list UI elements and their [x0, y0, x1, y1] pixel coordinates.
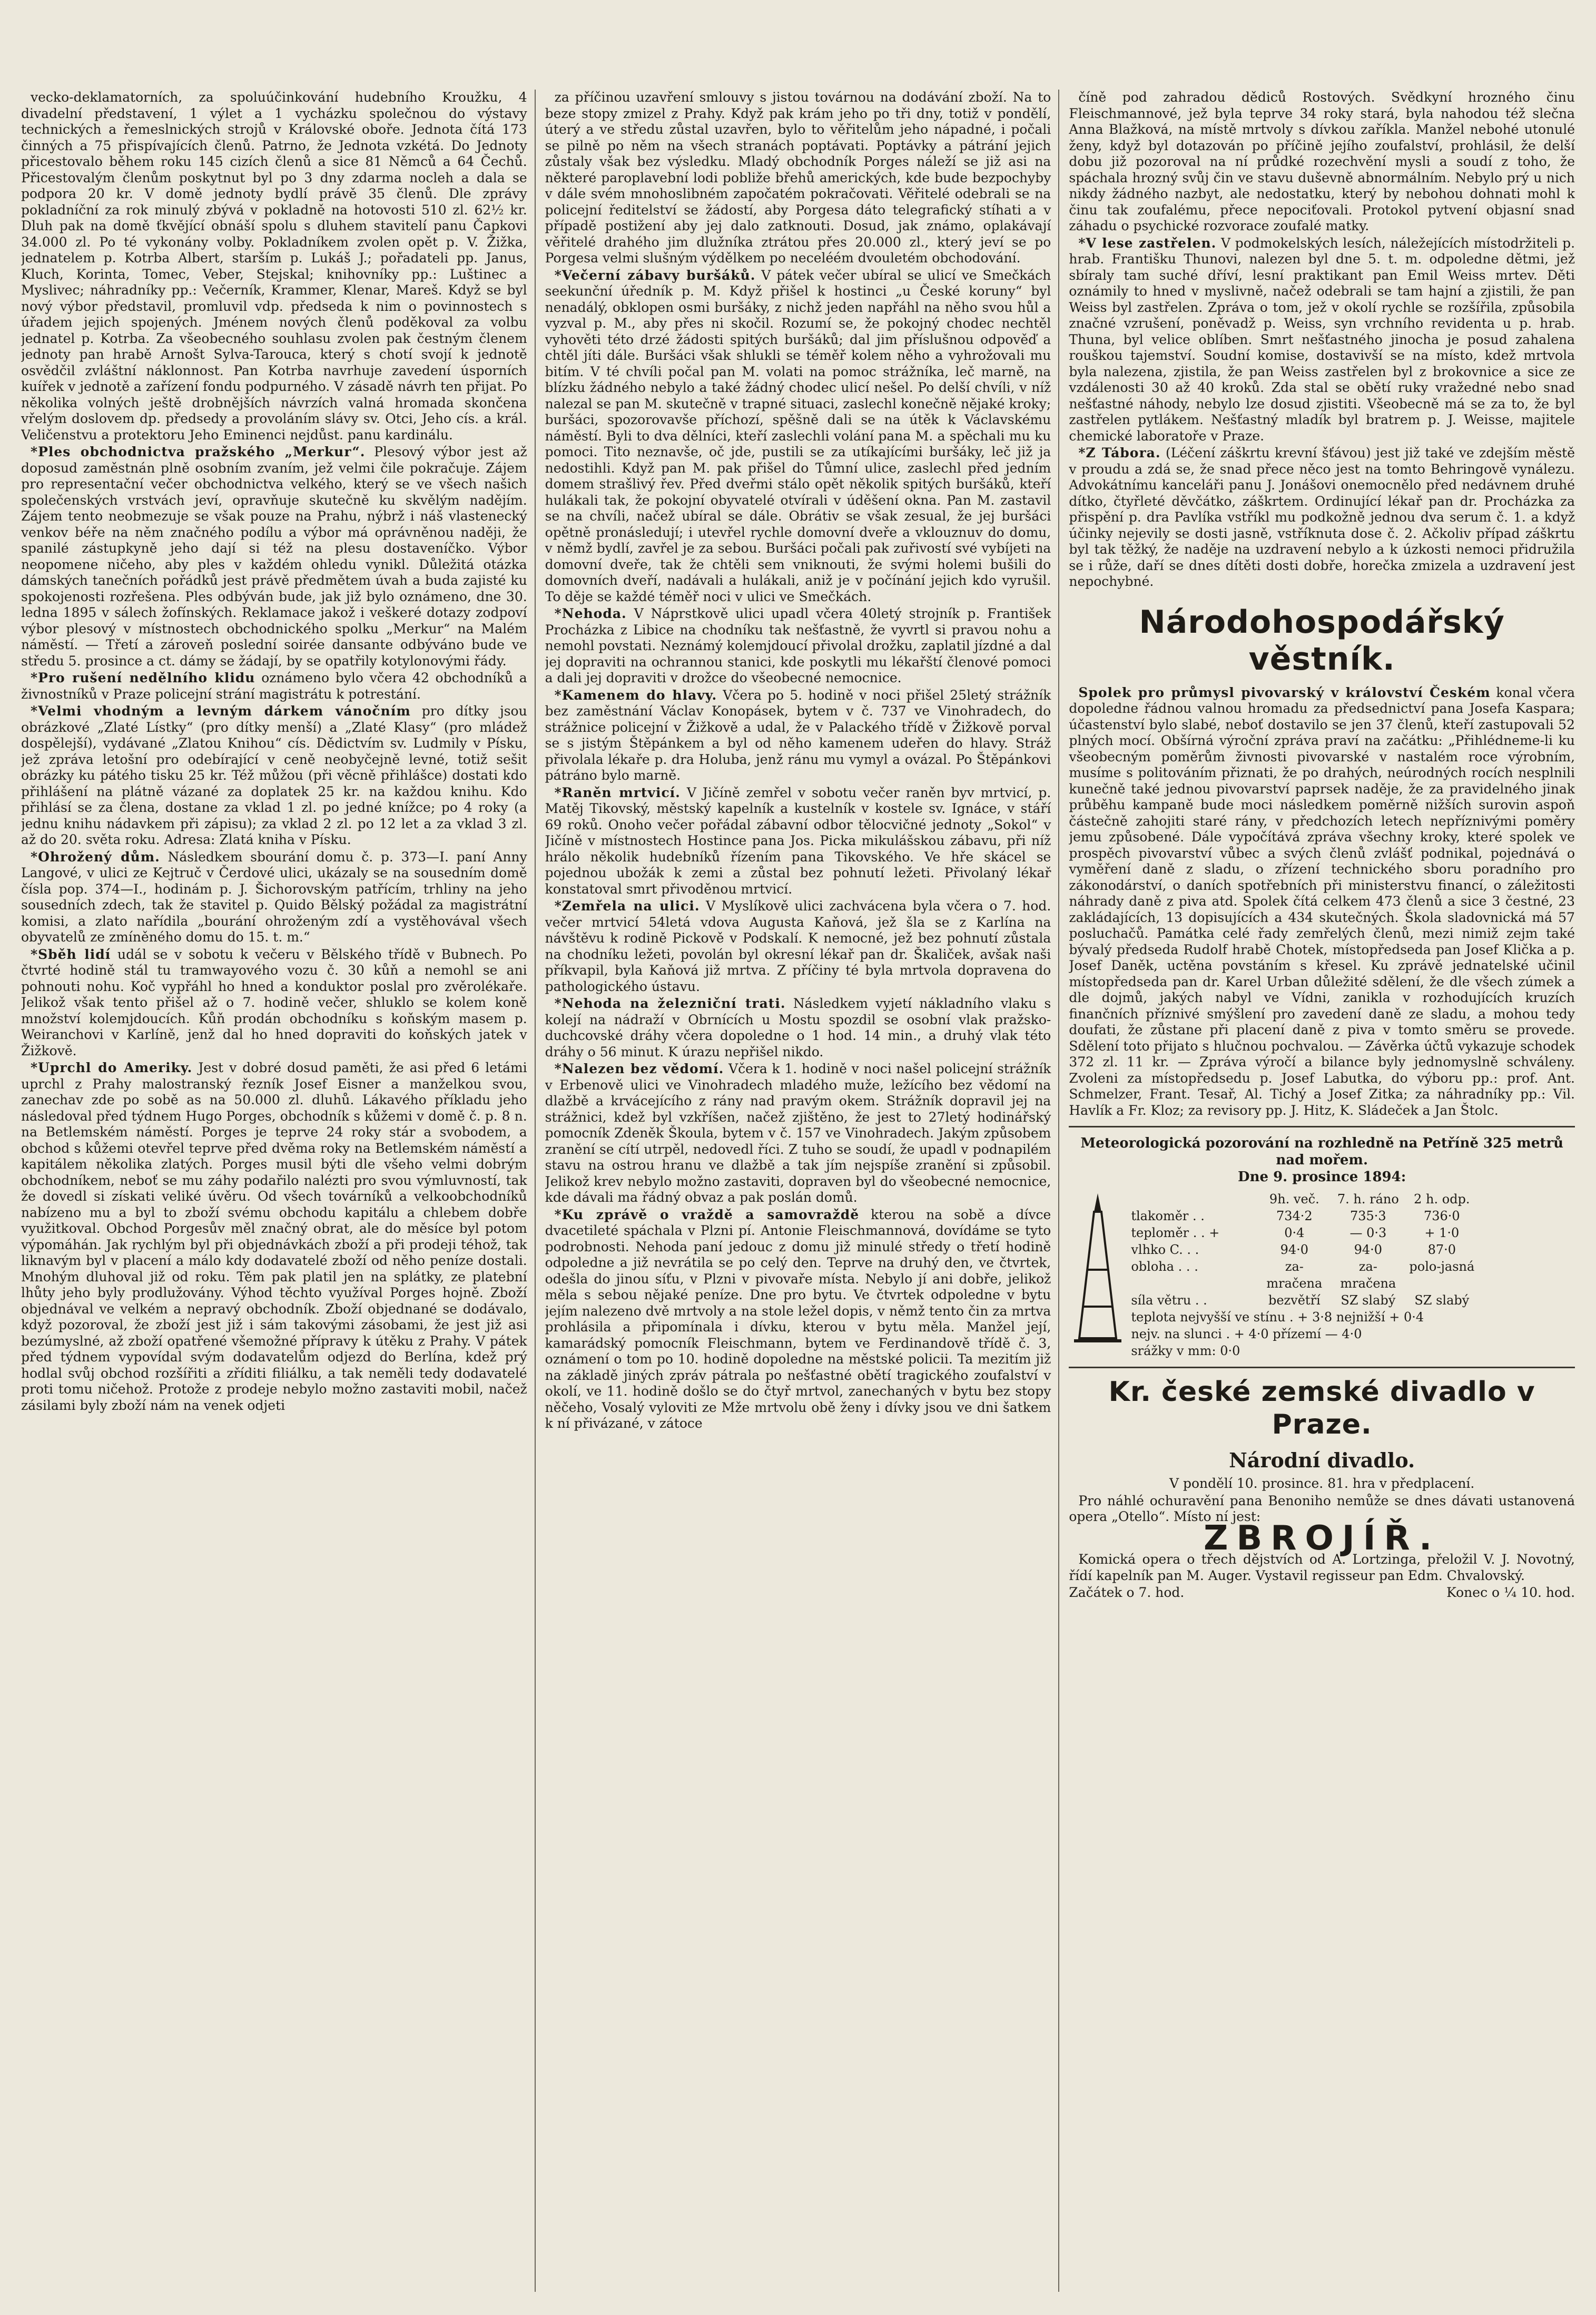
heading-nalezen: *Nalezen bez vědomí.	[554, 1061, 724, 1076]
text-trat: Následkem vyjetí nákladního vlaku s kolejí na nádraží v Obrnících u Mostu spozdil se osobní vlak pražsko-duchcovské dráhy včera dopoledne o 1 hod. 14 min., a druhý vlak této dráhy o 56 minut. K úrazu nepřišel nikdo.	[545, 996, 1051, 1060]
text-kamenem: Včera po 5. hodině v noci přišel 25letý strážník bez zaměstnání Václav Konopásek, bytem v č. 737 ve Vinohradech, do strážnice policejní v Žižkově a udal, že v Palackého třídě v Žižkově porval se s jistým Štěpánkem a byl od něho kamenem udeřen do hlavy. Stráž přivolala lékaře p. dra Holuba, jenž ránu mu vymyl a ovázal. Po Štěpánkovi pátráno bylo marně.	[545, 687, 1051, 783]
heading-nedelni-klid: *Pro rušení nedělního klidu	[31, 670, 255, 685]
text-nedelni-klid: oznámeno bylo včera 42 obchodníků a živnostníků v Praze policejní strání magistrátu k potrestání.	[21, 670, 527, 702]
meteo-value: 734·2	[1276, 1209, 1313, 1223]
meteo-value: za-mračena	[1340, 1259, 1396, 1291]
text-pivovarsky: konal včera dopoledne řádnou valnou hromadu za předsednictví pana Josefa Kaspara; účastenství bylo slabé, neboť dostavilo se jen 37 členů, kteří zastupovali 52 plných mocí. Obšírná výroční zpráva praví na začátku: „Přihlédneme-li ku všeobecným poměrům živnosti pivovarské v nastalém roce výrobním, musíme s politováním přiznati, že po drahých, neúrodných rocích nesplnili kunečně také jednou pivovarství paprsek naděje, že za pravidelného jinak průběhu kampaně bude moci následkem poměrně nižších surovin aspoň částečně zahojiti staré rány, v předchozích letech nepříznivými poměry jemu způsobené. Dále vypočítává zpráva všechny kroky, které spolek ve prospěch pivovarství vůbec a svých členů zvlášť podnikal, pojednává o vyměření daně z sladu, o zřízení technického sboru poradního pro zákonodárství, o daních spotřebních při ministerstvu financí, o záležitosti náhrady daně z piva atd. Spolek čítá celkem 473 členů a sice 3 čestné, 23 zakládajících, 13 dopisujících a 434 skutečných. Škola sladovnická má 57 posluchačů. Památka celé řady zemřelých členů, mezi nimiž zejm také bývalý předseda Rudolf hrabě Chotek, místopředseda pan Josef Klička a p. Josef Daněk, uctěna povstáním s křesel. Ku zprávě jednatelské učinil místopředseda pan dr. Karel Urban důležité sdělení, že dle všech zúmek a dle dojmů, jakých nabyl ve Vídni, zanikla v rozhodujících kruzích finančních příznivé smýšlení pro zavedení daně ze sladu, a mohou tedy doufati, že zůstane při placení daně z piva v tomto směru se provede. Sdělení toto přijato s hlučnou pochvalou. — Závěrka účtů vykazuje schodek 372 zl. 11 kr. — Zpráva výročí a bilance byly jednomyslně schváleny. Zvoleni za místopředsedu p. Josef Labutka, do výboru pp.: prof. Ant. Schmelzer, Frant. Tesař, Al. Tichý a Josef Zitka; za náhradníky pp.: Vil. Havlík a Fr. Kloz; za revisory pp. J. Hitz, K. Sládeček a Jan Štolc.	[1069, 684, 1575, 1118]
theatre-times	[1069, 1585, 1575, 1601]
article-uprchl	[21, 1060, 527, 1414]
heading-zemrela: *Zemřela na ulici.	[554, 898, 700, 914]
theatre-date: V pondělí 10. prosince. 81. hra v předplacení.	[1169, 1476, 1475, 1491]
meteo-label: obloha . . .	[1131, 1259, 1198, 1274]
article-bursaci	[545, 268, 1051, 605]
theatre-end: Konec o ¼ 10. hod.	[1446, 1585, 1575, 1600]
meteo-row	[1131, 1292, 1575, 1309]
meteo-table	[1131, 1191, 1575, 1359]
heading-bursaci: *Večerní zábavy buršáků.	[554, 267, 756, 283]
meteo-box	[1069, 1135, 1575, 1359]
divider	[1069, 1367, 1575, 1368]
meteo-value: 736·0	[1423, 1209, 1460, 1223]
article-trat	[545, 996, 1051, 1060]
meteo-value: — 0·3	[1349, 1225, 1387, 1240]
heading-mrtvice: *Raněn mrtvicí.	[554, 784, 681, 800]
text-tabor: (Léčení záškrtu krevní šťávou) jest již také ve zdejším městě v proudu a zdá se, že snad přece něco jest na tomto Behringově vynálezu. Advokátnímu kanceláři panu J. Jonášovi onemocnělo před nedávnem druhé dítko, čtyřleté děvčátko, záškrtem. Ordinující lékař pan dr. Procházka za přispění p. dra Pavlíka vstříkl mu podkožně jednou dva serum č. 1. a když účinky nejevily se dosti jasně, vstříknuta dose č. 2. Ačkoliv případ záškrtu byl tak těžký, že naděje na uzdravení nebylo a k úzkosti nemoci přidružila se i růže, daří se dnes dítěti dosti dobře, horečka zmizela a uzdravení jest nepochybné.	[1069, 445, 1575, 589]
text-vrazda: kterou na sobě a dívce dvacetileté spáchala v Plzni pí. Antonie Fleischmannová, dovídáme se tyto podrobnosti. Nehoda paní jedouc z domu již minulé středy o třetí hodině odpoledne a již nevrátila se po celý den. Teprve na druhý den, ve čtvrtek, odešla do jinou síťu, v Plzni v pivovaře místa. Nebylo jí ani dobře, jelikož měla s sebou nějaké peníze. Dne pro bytu. Ve čtvrtek odpoledne v bytu jejím nalezeno dvě mrtvoly a na stole ležel dopis, v němž tento čin za mrtva prohlásila a připomínala i dívku, kterou v bytu měla. Manžel její, kamarádský pomocník Fleischmann, bytem ve Ferdinandově třídě č. 3, oznámení o tom po 10. hodině dopoledne na městské policii. Ta mezitím již na základě jiných zpráv pátrala po nešťastné obětí tragického zoufalství v okolí, ve 11. hodině došlo se do čtyř mrtvol, zanechaných v bytu bez stopy něčeho, Vosalý vyloviti ze Mže mrtvolu obě ženy i dívky jsou ve dni šatkem k ní přivázané, v zátoce	[545, 1206, 1051, 1431]
article-vrazda	[545, 1207, 1051, 1432]
article-nalezen	[545, 1061, 1051, 1206]
theatre-start: Začátek o 7. hod.	[1069, 1585, 1185, 1600]
meteo-srazky: srážky v mm: 0·0	[1131, 1343, 1240, 1358]
column-1	[21, 90, 536, 2292]
divider	[1069, 1126, 1575, 1127]
text-ohrozeny-dum: Následkem sbourání domu č. p. 373—I. paní Anny Langové, v ulici ze Kejtruč v Čerdové ulici, ukázaly se na sousedním domě čísla pop. 374—I., hodinám p. J. Šichorovským patřícím, trhliny na jeho sousedních zdech, tak že stavitel p. Quido Bělský požádal za magistrátní komisi, a zlato nařídila „bourání ohroženým zdí a vystěhovával všech obyvatelů ze zmíněného domu do 15. t. m.“	[21, 849, 527, 945]
meteo-temp-sun: nejv. na slunci . + 4·0 přízemí — 4·0	[1131, 1327, 1362, 1341]
meteo-label: vlhko C. . .	[1131, 1242, 1199, 1257]
heading-pivovarsky: Spolek pro průmysl pivovarský v království Českém	[1078, 684, 1491, 700]
article-vanocni-darek	[21, 703, 527, 848]
text-nehoda: V Náprstkově ulici upadl včera 40letý strojník p. František Procházka z Libice na chodníku tak nešťastně, že vyvrtl si pravou nohu a nemohl povstati. Neznámý kolemjdoucí přivolal drožku, zaplatil jízdné a dal jej dopraviti na ochrannou stanici, kde poskytli mu lékařští členové pomoci a dali jej dopraviti v drožce do všeobecné nemocnice.	[545, 606, 1051, 685]
meteo-label: tlakoměr . .	[1131, 1209, 1205, 1223]
meteo-date: Dne 9. prosince 1894:	[1238, 1169, 1406, 1185]
text-zemrela: V Myslíkově ulici zachvácena byla včera o 7. hod. večer mrtvicí 54letá vdova Augusta Kaňová, jež šla se z Karlína na návštěvu k rodině Pickově v Podskalí. K nemocné, jež bez pohnutí zůstala na chodníku ležeti, povolán byl okresní lékař pan dr. Škaliček, avšak naši příkvapil, byla Kaňová již mrtva. Z příčiny té byla mrtvola dopravena do pathologického ústavu.	[545, 898, 1051, 994]
article-nehoda	[545, 606, 1051, 686]
article-pivovarsky	[1069, 685, 1575, 1119]
meteo-col: 2 h. odp.	[1414, 1192, 1470, 1206]
theatre-title: Kr. české zemské divadlo v Praze.	[1108, 1376, 1535, 1440]
meteo-value: 94·0	[1280, 1242, 1309, 1257]
theatre-play-title: ZBROJÍŘ.	[1204, 1518, 1441, 1558]
heading-ohrozeny-dum: *Ohrožený dům.	[31, 849, 160, 865]
article-ohrozeny-dum	[21, 849, 527, 946]
heading-trat: *Nehoda na železniční trati.	[554, 996, 786, 1011]
heading-les: *V lese zastřelen.	[1078, 235, 1217, 251]
meteo-value: 0·4	[1284, 1225, 1305, 1240]
text-uprchl: Jest v dobré dosud paměti, že asi před 6 letámi uprchl z Prahy malostranský řezník Josef Eisner a manželkou svou, zanechav zde po sobě as na 50.000 zl. dluhů. Lákavého příkladu jeho následoval před týdnem Hugo Porges, obchodník s kůžemi v domě č. p. 8 n. na Betlemském náměstí. Porges je teprve 24 roky stár a svobodem, a obchod s kůžemi otevřel teprve před dvěma roky na Betlemském náměstí a kapitálem několika zlatých. Porges musil býti dle všeho velmi dobrým obchodníkem, neboť se mu záhy podařilo nalézti pro svou výmluvností, tak že dovedl si získati veliké úvěru. Od všech továrníků a velkoobchodníků nabízeno mu a byl to zboží svému obchodu kapitálu a chlebem dobře využitkoval. Obchod Porgesův měl značný obrat, ale do měsíce byl potom výpomáhán. Jak rychlým byl při objednávkách zboží a při prodeji téhož, tak liknavým byl v placení a málo kdy dodavatelé zboží od něho peníze dostali. Mnohým dluhoval již od roku. Těm pak platil jen na splátky, ze platební lhůty jeho byly prodlužovány. Výhod těchto využíval Porges hojně. Zboží objednával ve velkém a nepravý obchodník. Zboží objednané se dodávalo, když pozoroval, že zboží jest již i sám takovými zásobami, že jest již asi bezúmyslné, až zboží opatřené všemožné přípravy k útěku z Prahy. V pátek před týdnem vypovídal svým dodavatelům odjezd do Berlína, kdež prý hodlal svůj obchod rozšířiti a zříditi filiálku, a tak neměli tedy dodavatelé proti tomu ničehož. Protože z prodeje nebylo možno zastaviti mobil, načež zásilami byly zboží nám na venek odjeti	[21, 1060, 527, 1413]
meteo-row	[1131, 1241, 1575, 1258]
meteo-value: za-mračena	[1266, 1259, 1323, 1291]
heading-merkur: *Ples obchodnictva pražského „Merkur“.	[31, 444, 366, 459]
heading-nehoda: *Nehoda.	[554, 606, 627, 621]
meteo-value: polo-jasná	[1409, 1259, 1475, 1274]
article-merkur	[21, 444, 527, 669]
meteo-temp-max: teplota nejvyšší ve stínu . + 3·8 nejnižší + 0·4	[1131, 1310, 1424, 1325]
meteo-title: Meteorologická pozorování na rozhledně na Petříně 325 metrů nad mořem.	[1080, 1135, 1563, 1168]
text-bursaci: V pátek večer ubíral se ulicí ve Smečkách seekunční úředník p. M. Když přišel k hostinci „u České koruny“ byl nenadálý, obklopen osmi buršáky, z nichž jeden napřáhl na něho svou hůl a vyzval p. M., aby přes ni skočil. Rozumí se, že pokojný chodec nechtěl vyhověti této drzé žádosti spitých buršáků; dal jim příslušnou odpověď a chtěl jíti dále. Buršáci však shlukli se téměř kolem něho a vyhrožovali mu bitím. V té chvíli počal pan M. volati na pomoc strážníka, leč marně, na blízku žádného nebylo a také žádný chodec ulicí nešel. Po delší chvíli, v níž nalezal se pan M. skutečně v trapné situaci, zaslechl konečně nějaké kroky; buršáci, spozorovavše příchozí, spěšně dali se na útěk k Václavskému náměstí. Byli to dva dělníci, kteří zaslechli volání pana M. a spěchali mu ku pomoci. Tito neznavše, oč jde, pustili se za utíkajícími buršáky, leč již ja nedostihli. Když pan M. pak přišel do Tůmní ulice, zaslechl před jedním domem strašlivý řev. Před dveřmi stálo opět několik spitých buršáků, kteří hulákali tak, že pokojní obyvatelé otvírali v úděšení okna. Pan M. zastavil se na chvíli, načež ubíral se dále. Obrátiv se však zesual, že jej buršáci opětně pronásledují; i utevřel rychle domovní dveře a vklouznuv do domu, v němž bydlí, zavřel je za sebou. Buršáci počali pak zuřivostí své vybíjeti na domovní dveře, tak že chtěli sem vniknouti, že svými holemi bušili do domovních dveří, nadávali a hulákali, aniž je v počínání jejich kdo vyrušil. To děje se každé téměř noci v ulici ve Smečkách.	[545, 267, 1051, 604]
meteo-label: teploměr . . +	[1131, 1225, 1220, 1240]
text-nalezen: Včera k 1. hodině v noci našel policejní strážník v Erbenově ulici ve Vinohradech mladého muže, ležícího bez vědomí na dlažbě a krvácejícího z rány nad pravým okem. Strážník dopravil jej na strážnici, kdež byl vzkříšen, načež zjištěno, že jest to 27letý hodinářský pomocník Zdeněk Škoula, bytem v č. 157 ve Vinohradech. Jakým způsobem zranění se cítí utrpěl, nedovedl říci. Z tuho se soudí, že upadl v podnapilém stavu na ostrou hranu ve dlažbě a tak jím nejspíše zranění si způsobil. Jelikož krev nebylo možno zastaviti, dopraven byl do všeobecné nemocnice, kde dávali ma řádný obvaz a pak poslán domů.	[545, 1061, 1051, 1205]
column-3	[1069, 90, 1575, 2292]
article-nedelni-klid	[21, 670, 527, 702]
text-merkur: Plesový výbor jest až doposud zaměstnán plně osobním zvaním, jež velmi čile pokračuje. Zájem pro representační večer obchodnictva velkého, který se ve všech našich společenských vrstvách jeví, opravňuje skutečně ku skvělým nadějím. Zájem tento neobmezuje se však pouze na Prahu, nýbrž i náš vlastenecký venkov béře na něm značného podílu a výbor má oprávněnou naději, že spanilé zástupkyně jeho dají si též na plesu dostaveníčko. Výbor neopomene ničeho, aby ples v každém ohledu vynikl. Důležitá otázka dámských tanečních pořádků jest právě předmětem úvah a buda zajisté ku spokojenosti rozřešena. Ples odbýván bude, jak již bylo oznámeno, dne 30. ledna 1895 v sálech žofínských. Reklamace jakož i veškeré dotazy zodpoví výbor plesový v místnostech obchodnického spolku „Merkur“ na Malém náměstí. — Třetí a zároveň poslední soirée dansante odbýváno bude ve středu 5. prosince a ct. dámy se žádají, by se opatřily kotylonovými řády.	[21, 444, 527, 669]
petrin-tower-icon	[1069, 1191, 1127, 1359]
meteo-col: 7. h. ráno	[1337, 1192, 1399, 1206]
text-mrtvice: V Jičíně zemřel v sobotu večer raněn byv mrtvicí, p. Matěj Tikovský, městský kapelník a kustelník v kostele sv. Ignáce, v stáří 69 roků. Onoho večer pořádal zábavní odbor tělocvičné jednoty „Sokol“ v Jičíně v místnostech Hostince pana Jos. Picka mikulášskou zábavu, při níž hrálo několik hudebníků řízením pana Tikovského. Ve hře skácel se pojednou ubožák k zemi a zůstal bez pohnutí ležeti. Přivolaný lékař konstatoval smrt přivoděnou mrtvicí.	[545, 784, 1051, 897]
heading-vrazda: *Ku zprávě o vraždě a samovraždě	[554, 1206, 860, 1222]
section-title-narodohospodarsky: Národohospodářský věstník.	[1139, 603, 1505, 678]
heading-sbeh-lidi: *Sběh lidí	[31, 946, 111, 962]
text-vanocni-darek: pro dítky jsou obrázkové „Zlaté Lístky“ (pro dítky menší) a „Zlaté Klasy“ (pro mládež dospělejší), vydávané „Zlatou Knihou“ cís. Dědictvím sv. Ludmily v Písku, jež zpráva letošní pro odebírající v ceně neobyčejně levné, totiž sešit obrázky ku pátého tisku 25 kr. Též můžou (při věcně přihlášce) dostati kdo přihlášení na plátně vázané za doplatek 25 kr. na každou knihu. Kdo přihlásí se za člena, dostane za vklad 1 zl. po jedné knížce; po 4 roky (a jednu knihu nádavkem při zápisu); za vklad 2 zl. po 12 let a za vklad 3 zl. až do 20. světa roku. Adresa: Zlatá kniha v Písku.	[21, 703, 527, 847]
article-kamenem	[545, 688, 1051, 784]
column-2	[545, 90, 1060, 2292]
article-tabor	[1069, 445, 1575, 590]
meteo-row	[1131, 1208, 1575, 1224]
heading-vanocni-darek: *Velmi vhodným a levným dárkem vánočním	[31, 703, 411, 719]
meteo-col: 9h. več.	[1269, 1192, 1319, 1206]
text-les: V podmokelských lesích, náležejících místodržiteli p. hrab. Františku Thunovi, nalezen byl dne 5. t. m. odpoledne dětmi, jež sbíraly tam suché dříví, lesní praktikant pan Emil Weiss mrtev. Děti oznámily to hned v myslivně, načež odebrali se tam hajní a zjistili, že pan Weiss byl zastřelen. Zpráva o tom, jež v okolí rychle se rozšířila, způsobila značné vzrušení, poněvadž p. Weiss, syn vrchního revidenta u p. hrab. Thuna, byl velice oblíben. Smrt nešťastného jinocha je posud zahalena rouškou tajemství. Soudní komise, dostavivší se na místo, kdež mrtvola byla nalezena, zjistila, že pan Weiss zastřelen byl z brokovnice a sice ze vzdálenosti 30 až 40 kroků. Zda stal se obětí ruky vražedné nebo snad nešťastné náhody, nebylo lze dosud zjistiti. Všeobecně má se za to, že byl zastřelen pytlákem. Nešťastný mladík byl bratrem p. J. Weisse, majitele chemické laboratoře v Praze.	[1069, 235, 1575, 444]
meteo-row	[1131, 1258, 1575, 1292]
meteo-value: 735·3	[1349, 1209, 1386, 1223]
theatre-subtitle: Národní divadlo.	[1229, 1448, 1415, 1472]
meteo-value: 87·0	[1427, 1242, 1456, 1257]
theatre-note: Pro náhlé ochuravění pana Benoniho nemůže se dnes dávati ustanovená opera „Otello“. Místo ní jest:	[1069, 1493, 1575, 1524]
text-sbeh-lidi: udál se v sobotu k večeru v Bělského třídě v Bubnech. Po čtvrté hodině stál tu tramwayového vozu č. 30 kůň a nemohl se ani pohnouti nohu. Koč vypřáhl ho hned a konduktor poslal pro zvěrolékaře. Jelikož však tento přišel až o 7. hodině večer, shluklo se kolem koně množství kolemjdoucích. Kůň prodán obchodníku s koňským masem p. Weiranchovi v Karlíně, jenž dal ho hned dopraviti do koňských jatek v Žižkově.	[21, 946, 527, 1058]
heading-uprchl: *Uprchl do Ameriky.	[31, 1060, 193, 1075]
meteo-value: SZ slabý	[1341, 1293, 1396, 1308]
article-les	[1069, 236, 1575, 445]
article-vrazda-cont: číně pod zahradou dědiců Rostových. Svědkyní hrozného činu Fleischmannové, jež byla teprve 34 roky stará, byla nahodou též slečna Anna Blažková, na místě mrtvoly s dívkou zaříkla. Manžel nebohé utonulé ženy, když byl dotazován po příčině jejího zoufalství, prohlásil, že delší dobu již pozoroval na ní průdké rozechvění mysli a soudí z toho, že spáchala hrozný svůj čin ve stavu duševně abnormálním. Nebylo prý u nich nikdy žádného nazbyt, ale nedostatku, který by nebohou dohnati mohl k činu tak zoufalému, přece nepociťovali. Protokol pytvení objasní snad záhadu o psychické rozvorace zoufalé matky.	[1069, 90, 1575, 233]
meteo-value: 94·0	[1354, 1242, 1383, 1257]
article-jednota: vecko-deklamatorních, za spoluúčinkování hudebního Kroužku, 4 divadelní představení, 1 výlet a 1 vycházku společnou do výstavy technických a řemeslnických strojů v Královské oboře. Jednota čítá 173 činných a 75 přispívajících členů. Patrno, že Jednota vzkétá. Do Jednoty přicestovalo během roku 145 cizích členů a sice 81 Němců a 64 Čechů. Přicestovalým členům poskytnut byl po 3 dny zdarma nocleh a dala se podpora 20 kr. V domě jednoty bydlí právě 35 členů. Dle zprávy pokladníční za rok minulý zbývá v pokladně na hotovosti 510 zl. 62½ kr. Dluh pak na domě ťkvějící obnáší spolu s dluhem stavitelí panu Čapkovi 34.000 zl. Po té vykonány volby. Pokladníkem zvolen opět p. V. Žižka, jednatelem p. Kotrba Albert, starším p. Lukáš J.; pořadateli pp. Janus, Kluch, Korinta, Tomec, Veber, Stejskal; knihovníky pp.: Luštinec a Myslivec; náhradníky pp.: Večerník, Krammer, Klenar, Mareš. Když se byl nový výbor představil, promluvil vdp. předseda k nim o povinnostech s úřadem jejich spojených. Jménem nových členů poděkoval za volbu jednatel p. Kotrba. Za všeobecného souhlasu zvolen pak čestným členem jednoty pan hrabě Arnošt Sylva-Tarouca, který s chotí svojí k jednotě osvědčil zvláštní náklonnost. Pan Kotrba navrhuje zavedení úsporních kuířek v jednotě a zařízení fondu podpurného. V zásadě návrh ten přijat. Po několika volných ještě drobnějších návrzích valná hromada skončena vřelým doslovem dp. předsedy a provoláním slávy sv. Otci, Jeho cís. a král. Veličenstvu a protektoru Jeho Eminenci nejdůst. panu kardinálu.	[21, 90, 527, 443]
heading-tabor: *Z Tábora.	[1078, 445, 1161, 460]
meteo-value: + 1·0	[1424, 1225, 1460, 1240]
article-porges-cont: za příčinou uzavření smlouvy s jistou továrnou na dodávání zboží. Na to beze stopy zmizel z Prahy. Když pak krám jeho po tři dny, totiž v pondělí, úterý a ve středu zůstal uzavřen, bylo to věřitelům jeho nápadné, i počali se pilně po něm na všech stranách poptávati. Poptávky a pátrání jejich zůstaly však bez výsledku. Mladý obchodník Porges náleží se již asi na některé paroplavební lodi pobliže břehů amerických, kde bude bezpochyby v dále svém mnohoslibném započatém pokračovati. Věřitelé odebrali se na policejní ředitelství se žádostí, aby Porgesa dáto telegrafický stíhati a v případě postižení aby jej dalo zatknouti. Dosud, jak známo, oplakávají věřitelé drahého jim dlužníka ztrátou přes 20.000 zl., který jeví se po Porgesa velmi slušným výdělkem po neceléém dvouletém obchodování.	[545, 90, 1051, 266]
theatre-box	[1069, 1376, 1575, 1601]
theatre-info: Komická opera o třech dějstvích od A. Lortzinga, přeložil V. J. Novotný, řídí kapelník pan M. Auger. Vystavil regisseur pan Edm. Chvalovský.	[1069, 1552, 1575, 1583]
meteo-value: SZ slabý	[1414, 1293, 1470, 1308]
article-zemrela	[545, 898, 1051, 995]
heading-kamenem: *Kamenem do hlavy.	[554, 687, 717, 703]
meteo-header-row	[1131, 1191, 1575, 1208]
article-mrtvice	[545, 785, 1051, 898]
meteo-value: bezvětří	[1268, 1293, 1321, 1308]
meteo-row	[1131, 1224, 1575, 1241]
article-sbeh-lidi	[21, 947, 527, 1060]
meteo-label: síla větru . .	[1131, 1293, 1207, 1308]
